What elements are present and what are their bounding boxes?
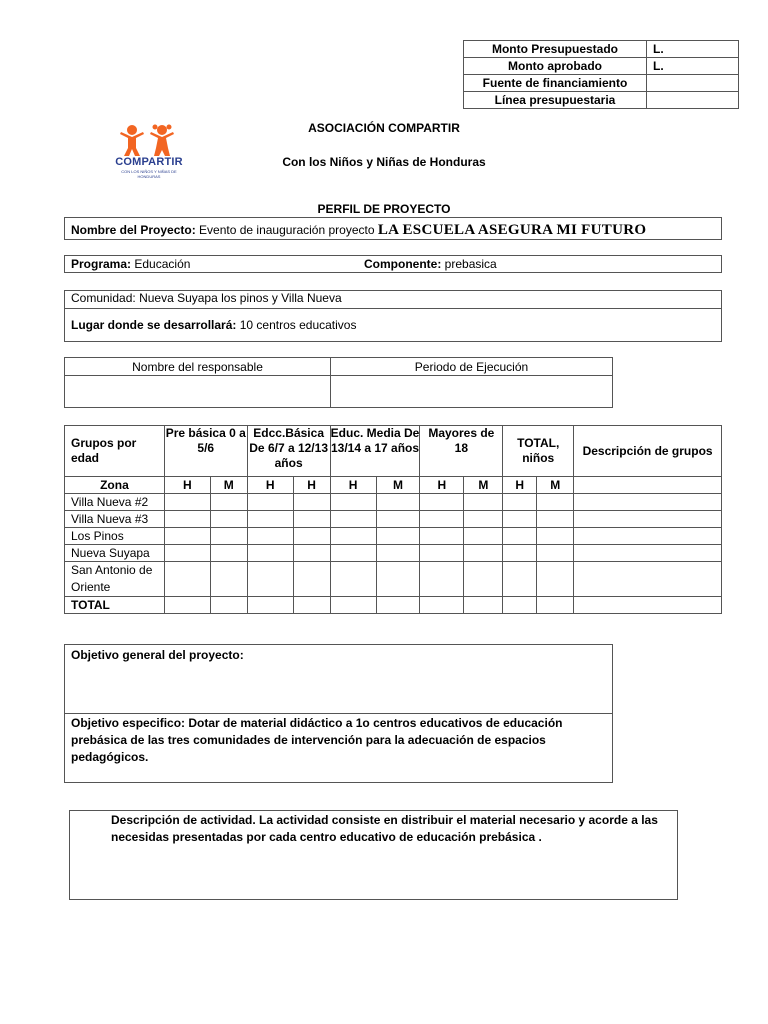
- count-cell[interactable]: [376, 528, 420, 545]
- count-cell[interactable]: [464, 562, 503, 597]
- zone-name: San Antonio de Oriente: [65, 562, 165, 597]
- budget-table: [463, 40, 739, 109]
- divider: [65, 713, 612, 714]
- divider: [65, 308, 721, 309]
- total-row: [65, 597, 722, 614]
- count-cell[interactable]: [293, 545, 330, 562]
- count-cell[interactable]: [293, 494, 330, 511]
- general-objective-label: Objetivo general del proyecto:: [71, 648, 244, 662]
- total-cell[interactable]: [574, 597, 722, 614]
- component-value: prebasica: [444, 257, 497, 271]
- count-cell[interactable]: [464, 511, 503, 528]
- total-cell[interactable]: [330, 597, 376, 614]
- total-cell[interactable]: [376, 597, 420, 614]
- sub-header: M: [376, 477, 420, 494]
- budget-label: Monto Presupuestado: [464, 41, 647, 58]
- count-cell[interactable]: [574, 545, 722, 562]
- zone-name: Nueva Suyapa: [65, 545, 165, 562]
- count-cell[interactable]: [247, 545, 293, 562]
- activity-box: [69, 810, 678, 900]
- description-header: Descripción de grupos: [574, 426, 722, 477]
- objectives-box: [64, 644, 613, 783]
- execution-period-cell[interactable]: [331, 376, 613, 408]
- specific-objective-text[interactable]: Objetivo especifico: Dotar de material didáctico a 1o centros educativos de educación prebásica de las tres comunidades de intervención para la adecuación de espacios pedagógicos.: [71, 716, 563, 764]
- budget-value[interactable]: [647, 75, 739, 92]
- zone-name: Villa Nueva #3: [65, 511, 165, 528]
- sub-header: H: [164, 477, 210, 494]
- count-cell[interactable]: [247, 511, 293, 528]
- count-cell[interactable]: [537, 511, 574, 528]
- column-header: Educ. Media De 13/14 a 17 años: [330, 426, 420, 477]
- count-cell[interactable]: [210, 528, 247, 545]
- total-cell[interactable]: [210, 597, 247, 614]
- count-cell[interactable]: [330, 562, 376, 597]
- sub-header: M: [464, 477, 503, 494]
- count-cell[interactable]: [164, 528, 210, 545]
- count-cell[interactable]: [330, 545, 376, 562]
- sub-header: H: [330, 477, 376, 494]
- count-cell[interactable]: [164, 494, 210, 511]
- count-cell[interactable]: [537, 545, 574, 562]
- count-cell[interactable]: [330, 494, 376, 511]
- place-label: Lugar donde se desarrollará:: [71, 318, 237, 332]
- total-label: TOTAL: [65, 597, 165, 614]
- sub-header: M: [210, 477, 247, 494]
- count-cell[interactable]: [247, 528, 293, 545]
- count-cell[interactable]: [293, 511, 330, 528]
- count-cell[interactable]: [464, 528, 503, 545]
- count-cell[interactable]: [210, 545, 247, 562]
- zone-row: [65, 528, 722, 545]
- total-cell[interactable]: [420, 597, 464, 614]
- total-cell[interactable]: [464, 597, 503, 614]
- count-cell[interactable]: [574, 562, 722, 597]
- zone-rows: [65, 494, 722, 597]
- count-cell[interactable]: [503, 511, 537, 528]
- count-cell[interactable]: [574, 511, 722, 528]
- count-cell[interactable]: [420, 562, 464, 597]
- groups-table: [64, 425, 722, 614]
- count-cell[interactable]: [420, 528, 464, 545]
- logo-subtext: CON LOS NIÑOS Y NIÑAS DE HONDURAS: [121, 169, 177, 179]
- project-name-label: Nombre del Proyecto:: [71, 223, 196, 237]
- count-cell[interactable]: [247, 494, 293, 511]
- form-title: PERFIL DE PROYECTO: [317, 202, 451, 216]
- responsible-name-header: Nombre del responsable: [65, 358, 331, 376]
- budget-row: [464, 92, 739, 109]
- zone-row: [65, 511, 722, 528]
- zone-name: Villa Nueva #2: [65, 494, 165, 511]
- zone-header: Zona: [65, 477, 165, 494]
- count-cell[interactable]: [330, 528, 376, 545]
- sub-header: H: [503, 477, 537, 494]
- count-cell[interactable]: [464, 494, 503, 511]
- count-cell[interactable]: [537, 562, 574, 597]
- count-cell[interactable]: [376, 494, 420, 511]
- count-cell[interactable]: [293, 528, 330, 545]
- activity-description[interactable]: Descripción de actividad. La actividad consiste en distribuir el material necesario y acorde a las necesidas presentadas por cada centro educativo de educación prebásica .: [111, 813, 658, 844]
- age-group-header: Grupos por edad: [65, 426, 165, 477]
- total-cell[interactable]: [293, 597, 330, 614]
- count-cell[interactable]: [210, 494, 247, 511]
- component-label: Componente:: [364, 257, 442, 271]
- zone-name: Los Pinos: [65, 528, 165, 545]
- total-cell[interactable]: [164, 597, 210, 614]
- count-cell[interactable]: [210, 562, 247, 597]
- project-name-highlight: LA ESCUELA ASEGURA MI FUTURO: [377, 222, 647, 238]
- program-value: Educación: [134, 257, 191, 271]
- zone-row: [65, 545, 722, 562]
- sub-header: H: [247, 477, 293, 494]
- sub-header: M: [537, 477, 574, 494]
- groups-header-row: [65, 426, 722, 477]
- sub-header: H: [293, 477, 330, 494]
- count-cell[interactable]: [293, 562, 330, 597]
- location-box: [64, 290, 722, 342]
- count-cell[interactable]: [537, 528, 574, 545]
- count-cell[interactable]: [247, 562, 293, 597]
- count-cell[interactable]: [503, 545, 537, 562]
- count-cell[interactable]: [164, 511, 210, 528]
- project-name-value: Evento de inauguración proyecto: [199, 223, 375, 237]
- project-name-field[interactable]: [64, 217, 722, 240]
- column-header: Edcc.Básica De 6/7 a 12/13 años: [247, 426, 330, 477]
- count-cell[interactable]: [503, 528, 537, 545]
- sub-header: H: [420, 477, 464, 494]
- place-value: 10 centros educativos: [239, 318, 357, 332]
- count-cell[interactable]: [376, 545, 420, 562]
- organization-tagline: Con los Niños y Niñas de Honduras: [282, 155, 486, 169]
- count-cell[interactable]: [330, 511, 376, 528]
- budget-row: [464, 58, 739, 75]
- organization-title: ASOCIACIÓN COMPARTIR: [308, 121, 460, 135]
- column-header: TOTAL, niños: [503, 426, 574, 477]
- count-cell[interactable]: [164, 562, 210, 597]
- total-cell[interactable]: [247, 597, 293, 614]
- community-value: Nueva Suyapa los pinos y Villa Nueva: [139, 291, 342, 305]
- sub-header-empty: [574, 477, 722, 494]
- column-header: Mayores de 18: [420, 426, 503, 477]
- budget-label: Fuente de financiamiento: [464, 75, 647, 92]
- budget-label: Monto aprobado: [464, 58, 647, 75]
- community-field[interactable]: [71, 291, 342, 305]
- logo-text: COMPARTIR: [115, 156, 183, 168]
- zone-row: [65, 494, 722, 511]
- budget-label: Línea presupuestaria: [464, 92, 647, 109]
- execution-period-header: Periodo de Ejecución: [331, 358, 613, 376]
- column-header: Pre básica 0 a 5/6: [164, 426, 247, 477]
- program-field[interactable]: [64, 255, 722, 273]
- total-cell[interactable]: [537, 597, 574, 614]
- budget-value[interactable]: L.: [647, 58, 739, 75]
- count-cell[interactable]: [376, 562, 420, 597]
- budget-row: [464, 75, 739, 92]
- budget-row: [464, 41, 739, 58]
- zone-row: [65, 562, 722, 597]
- count-cell[interactable]: [420, 545, 464, 562]
- count-cell[interactable]: [574, 494, 722, 511]
- groups-subheader-row: [65, 477, 722, 494]
- responsible-name-cell[interactable]: [65, 376, 331, 408]
- count-cell[interactable]: [503, 562, 537, 597]
- place-field[interactable]: [71, 318, 356, 332]
- count-cell[interactable]: [464, 545, 503, 562]
- count-cell[interactable]: [210, 511, 247, 528]
- responsible-table: [64, 357, 613, 408]
- program-label: Programa:: [71, 257, 132, 271]
- budget-value[interactable]: L.: [647, 41, 739, 58]
- count-cell[interactable]: [574, 528, 722, 545]
- count-cell[interactable]: [537, 494, 574, 511]
- count-cell[interactable]: [503, 494, 537, 511]
- count-cell[interactable]: [420, 511, 464, 528]
- count-cell[interactable]: [420, 494, 464, 511]
- community-label: Comunidad:: [71, 291, 136, 305]
- count-cell[interactable]: [376, 511, 420, 528]
- count-cell[interactable]: [164, 545, 210, 562]
- budget-value[interactable]: [647, 92, 739, 109]
- total-cell[interactable]: [503, 597, 537, 614]
